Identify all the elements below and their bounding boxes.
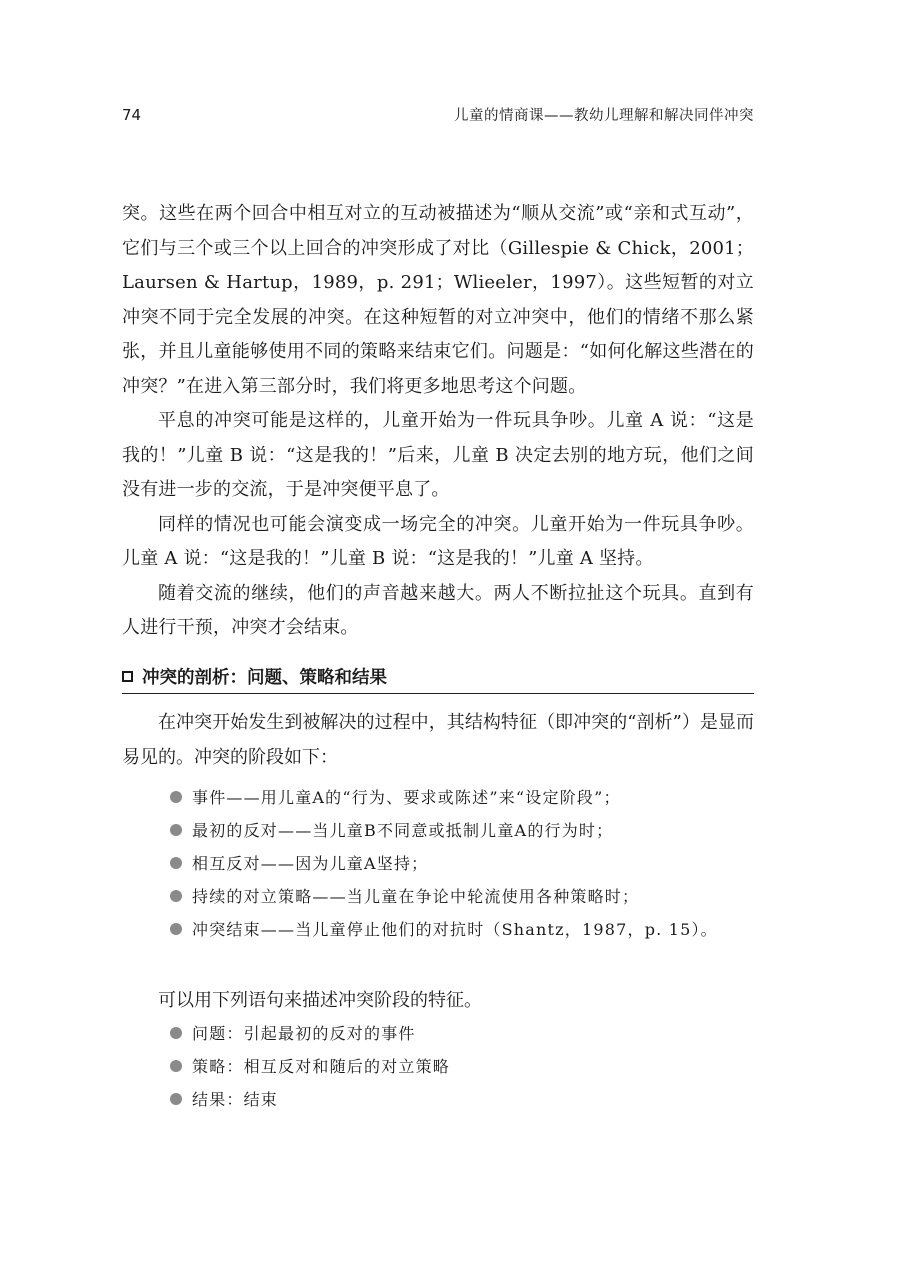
list-item [170, 813, 754, 846]
paragraph-subsided-conflict: 平息的冲突可能是这样的，儿童开始为一件玩具争吵。儿童 A 说：“这是我的！”儿童 B 说：“这是我的！”后来，儿童 B 决定去别的地方玩，他们之间没有进一步的交流，于是冲突便平息了。 [122, 410, 754, 500]
list-item [170, 1082, 754, 1115]
list-item-text: 最初的反对——当儿童B不同意或抵制儿童A的行为时； [192, 821, 614, 840]
running-head [122, 104, 754, 125]
list-item [170, 1049, 754, 1082]
bullet-dot-icon [170, 1060, 182, 1072]
book-title: 儿童的情商课——教幼儿理解和解决同伴冲突 [454, 108, 754, 124]
list-item-text: 问题：引起最初的反对的事件 [192, 1024, 416, 1043]
list-item [170, 912, 754, 945]
list-item-text: 持续的对立策略——当儿童在争论中轮流使用各种策略时； [192, 887, 640, 906]
list-item [170, 879, 754, 912]
list-item-text: 冲突结束——当儿童停止他们的对抗时（Shantz，1987，p. 15）。 [192, 920, 718, 939]
section-heading [122, 664, 754, 694]
list-item [170, 780, 754, 813]
paragraph-full-conflict: 同样的情况也可能会演变成一场完全的冲突。儿童开始为一件玩具争吵。儿童 A 说：“这是我的！”儿童 B 说：“这是我的！”儿童 A 坚持。 [122, 513, 754, 569]
conflict-features-list [170, 1016, 754, 1115]
bullet-dot-icon [170, 857, 182, 869]
page-number: 74 [122, 106, 142, 124]
bullet-dot-icon [170, 923, 182, 935]
bullet-dot-icon [170, 791, 182, 803]
list-item [170, 846, 754, 879]
summary-intro: 可以用下列语句来描述冲突阶段的特征。 [158, 990, 482, 1011]
paragraph-escalation: 随着交流的继续，他们的声音越来越大。两人不断拉扯这个玩具。直到有人进行干预，冲突才会结束。 [122, 582, 754, 638]
section-intro [122, 706, 754, 775]
body-text [122, 197, 754, 646]
bullet-dot-icon [170, 1093, 182, 1105]
section-intro-text: 在冲突开始发生到被解决的过程中，其结构特征（即冲突的“剖析”）是显而易见的。冲突的阶段如下： [122, 712, 754, 768]
paragraph-continued: 突。这些在两个回合中相互对立的互动被描述为“顺从交流”或“亲和式互动”，它们与三个或三个以上回合的冲突形成了对比（Gillespie & Chick，2001；Laursen & Hartup，1989，p. 291；Wlieeler，1997）。这些短暂的对立冲突不同于完全发展的冲突。在这种短暂的对立冲突中，他们的情绪不那么紧张，并且儿童能够使用不同的策略来结束它们。问题是：“如何化解这些潜在的冲突？”在进入第三部分时，我们将更多地思考这个问题。 [122, 203, 754, 397]
list-item-text: 结果：结束 [192, 1090, 279, 1109]
square-box-icon [122, 671, 133, 682]
list-item-text: 策略：相互反对和随后的对立策略 [192, 1057, 451, 1076]
conflict-stages-list [170, 780, 754, 945]
list-item-text: 事件——用儿童A的“行为、要求或陈述”来“设定阶段”； [192, 788, 621, 807]
list-item-text: 相互反对——因为儿童A坚持； [192, 854, 429, 873]
bullet-dot-icon [170, 890, 182, 902]
section-heading-text: 冲突的剖析：问题、策略和结果 [142, 668, 387, 688]
list-item [170, 1016, 754, 1049]
bullet-dot-icon [170, 824, 182, 836]
bullet-dot-icon [170, 1027, 182, 1039]
